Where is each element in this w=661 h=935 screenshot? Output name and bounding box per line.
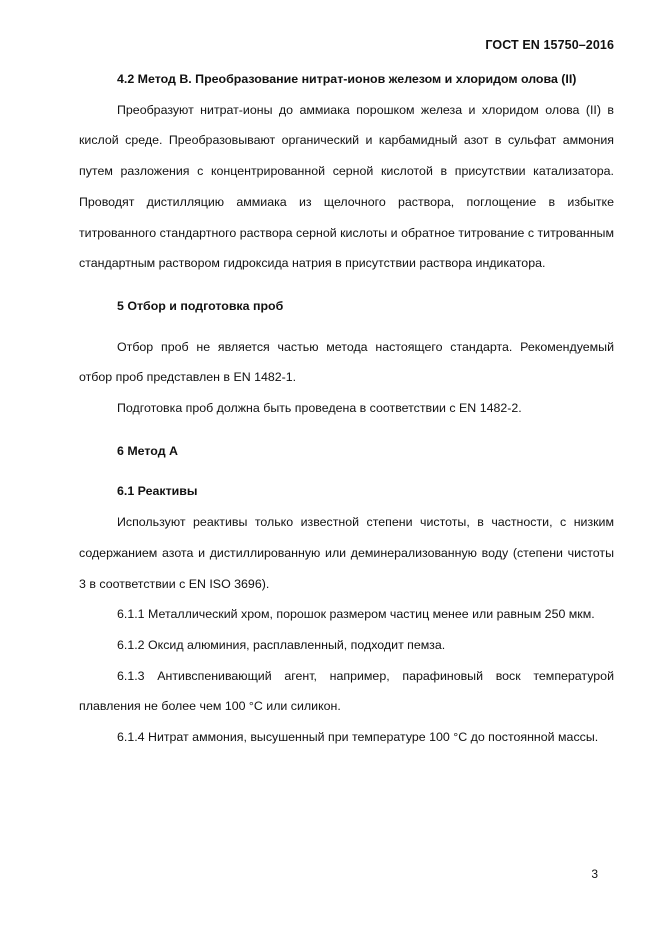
- spacer: [79, 322, 614, 332]
- paragraph-sample-preparation: Подготовка проб должна быть проведена в соответствии с EN 1482-2.: [117, 401, 522, 416]
- item-6-1-4: 6.1.4 Нитрат аммония, высушенный при температуре 100 °C до постоянной массы.: [117, 730, 599, 745]
- spacer: [79, 424, 614, 436]
- paragraph-reagents: Используют реактивы только известной степени чистоты, в частности, с низким содержанием азота и дистиллированную или деминерализованную воду (степени чистоты 3 в соответствии с EN ISO 3696).: [79, 515, 614, 591]
- section-heading-5: 5 Отбор и подготовка проб: [117, 298, 284, 313]
- item-6-1-3: 6.1.3 Антивспенивающий агент, например, парафиновый воск температурой плавления не более чем 100 °C или силикон.: [79, 668, 614, 714]
- item-6-1-2: 6.1.2 Оксид алюминия, расплавленный, подходит пемза.: [117, 637, 446, 652]
- document-code-header: ГОСТ EN 15750–2016: [485, 38, 614, 52]
- section-heading-6-1: 6.1 Реактивы: [117, 484, 198, 499]
- section-heading-6: 6 Метод А: [117, 443, 178, 458]
- paragraph-sampling: Отбор проб не является частью метода настоящего стандарта. Рекомендуемый отбор проб представлен в EN 1482-1.: [79, 339, 614, 385]
- item-6-1-1: 6.1.1 Металлический хром, порошок размером частиц менее или равным 250 мкм.: [117, 607, 595, 622]
- page-number: 3: [591, 867, 598, 881]
- spacer: [79, 279, 614, 291]
- document-body: [79, 64, 614, 753]
- spacer: [79, 466, 614, 476]
- paragraph-method-b-description: Преобразуют нитрат-ионы до аммиака порошком железа и хлоридом олова (II) в кислой среде. Преобразовывают органический и карбамидный азот в сульфат аммония путем разложения с концентрированной серной кислотой в присутствии катализатора. Проводят дистилляцию аммиака из щелочного раствора, поглощение в избытке титрованного стандартного раствора серной кислоты и обратное титрование с титрованным стандартным раствором гидроксида натрия в присутствии раствора индикатора.: [79, 102, 614, 271]
- section-heading-4-2: 4.2 Метод В. Преобразование нитрат-ионов железом и хлоридом олова (II): [117, 72, 577, 86]
